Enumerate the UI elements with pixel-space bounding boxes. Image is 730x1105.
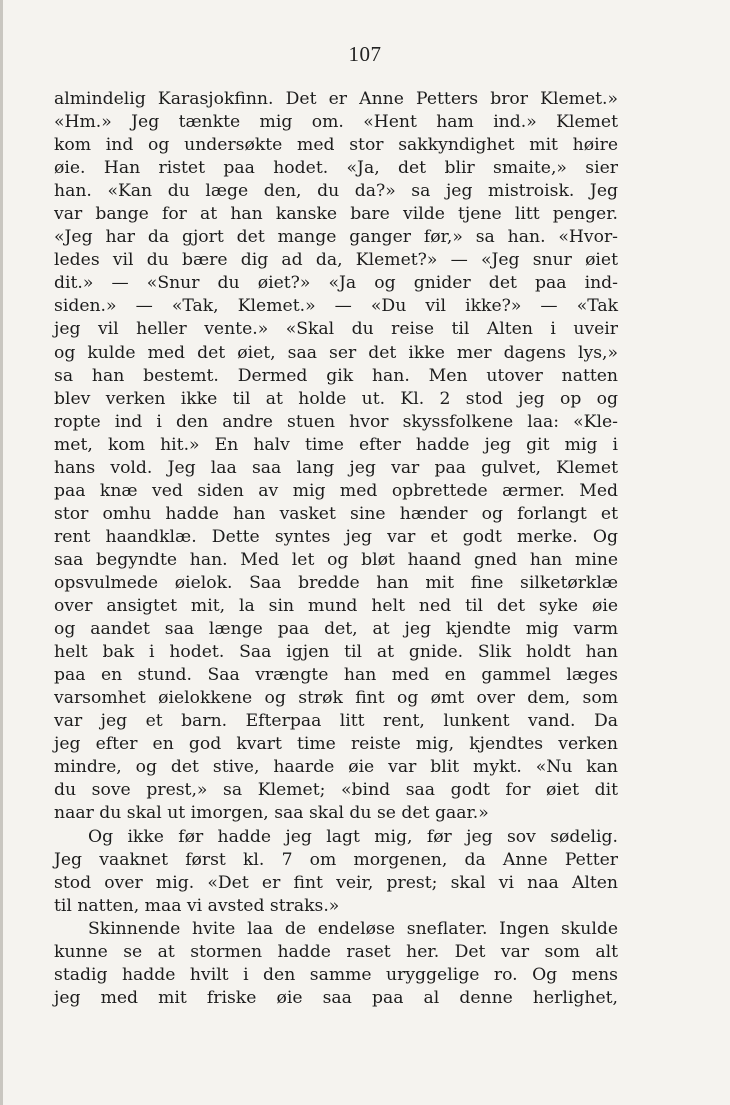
- text-line: sa han bestemt. Dermed gik han. Men utover natten: [54, 365, 618, 386]
- text-line: dit.» — «Snur du øiet?» «Ja og gnider det paa ind-: [54, 273, 618, 294]
- text-line: Og ikke før hadde jeg lagt mig, før jeg sov sødelig.: [88, 826, 618, 847]
- text-line: stadig hadde hvilt i den samme uryggelige ro. Og mens: [54, 964, 618, 985]
- text-line: rent haandklæ. Dette syntes jeg var et godt merke. Og: [54, 526, 618, 547]
- text-line: naar du skal ut imorgen, saa skal du se det gaar.»: [54, 803, 489, 824]
- text-line: over ansigtet mit, la sin mund helt ned til det syke øie: [54, 596, 618, 617]
- text-line: han. «Kan du læge den, du da?» sa jeg mistroisk. Jeg: [54, 181, 618, 202]
- text-line: og kulde med det øiet, saa ser det ikke mer dagens lys,»: [54, 342, 618, 363]
- page-number: 107: [348, 42, 382, 66]
- text-line: paa knæ ved siden av mig med opbrettede ærmer. Med: [54, 480, 618, 501]
- text-line: ledes vil du bære dig ad da, Klemet?» — «Jeg snur øiet: [54, 250, 618, 271]
- text-line: «Jeg har da gjort det mange ganger før,» sa han. «Hvor-: [54, 227, 618, 248]
- text-line: ropte ind i den andre stuen hvor skyssfolkene laa: «Kle-: [54, 411, 618, 432]
- text-line: stor omhu hadde han vasket sine hænder og forlangt et: [54, 503, 618, 524]
- text-line: Skinnende hvite laa de endeløse sneflater. Ingen skulde: [88, 918, 618, 939]
- text-line: stod over mig. «Det er fint veir, prest; skal vi naa Alten: [54, 872, 618, 893]
- body-text: [54, 88, 618, 1010]
- text-line: opsvulmede øielok. Saa bredde han mit fine silketørklæ: [54, 572, 618, 593]
- text-line: hans vold. Jeg laa saa lang jeg var paa gulvet, Klemet: [54, 457, 618, 478]
- page-gutter-edge: [0, 0, 3, 1105]
- text-line: og aandet saa længe paa det, at jeg kjendte mig varm: [54, 619, 618, 640]
- text-line: blev verken ikke til at holde ut. Kl. 2 stod jeg op og: [54, 388, 618, 409]
- text-line: jeg vil heller vente.» «Skal du reise til Alten i uveir: [54, 319, 618, 340]
- text-line: mindre, og det stive, haarde øie var blit mykt. «Nu kan: [54, 757, 618, 778]
- text-line: varsomhet øielokkene og strøk fint og ømt over dem, som: [54, 688, 618, 709]
- text-line: kom ind og undersøkte med stor sakkyndighet mit høire: [54, 135, 618, 156]
- text-line: «Hm.» Jeg tænkte mig om. «Hent ham ind.» Klemet: [54, 112, 618, 133]
- text-line: kunne se at stormen hadde raset her. Det var som alt: [54, 941, 618, 962]
- text-line: siden.» — «Tak, Klemet.» — «Du vil ikke?» — «Tak: [54, 296, 618, 317]
- text-line: met, kom hit.» En halv time efter hadde jeg git mig i: [54, 434, 618, 455]
- text-line: helt bak i hodet. Saa igjen til at gnide. Slik holdt han: [54, 642, 618, 663]
- text-line: paa en stund. Saa vrængte han med en gammel læges: [54, 665, 618, 686]
- text-line: var bange for at han kanske bare vilde tjene litt penger.: [54, 204, 618, 225]
- text-line: øie. Han ristet paa hodet. «Ja, det blir smaite,» sier: [54, 158, 618, 179]
- text-line: var jeg et barn. Efterpaa litt rent, lunkent vand. Da: [54, 711, 618, 732]
- text-line: jeg med mit friske øie saa paa al denne herlighet,: [54, 987, 618, 1008]
- text-line: saa begyndte han. Med let og bløt haand gned han mine: [54, 549, 618, 570]
- text-line: Jeg vaaknet først kl. 7 om morgenen, da Anne Petter: [54, 849, 618, 870]
- text-line: almindelig Karasjokfinn. Det er Anne Petters bror Klemet.»: [54, 89, 618, 109]
- text-line: til natten, maa vi avsted straks.»: [54, 895, 340, 916]
- text-line: du sove prest,» sa Klemet; «bind saa godt for øiet dit: [54, 780, 618, 801]
- text-line: jeg efter en god kvart time reiste mig, kjendtes verken: [54, 734, 618, 755]
